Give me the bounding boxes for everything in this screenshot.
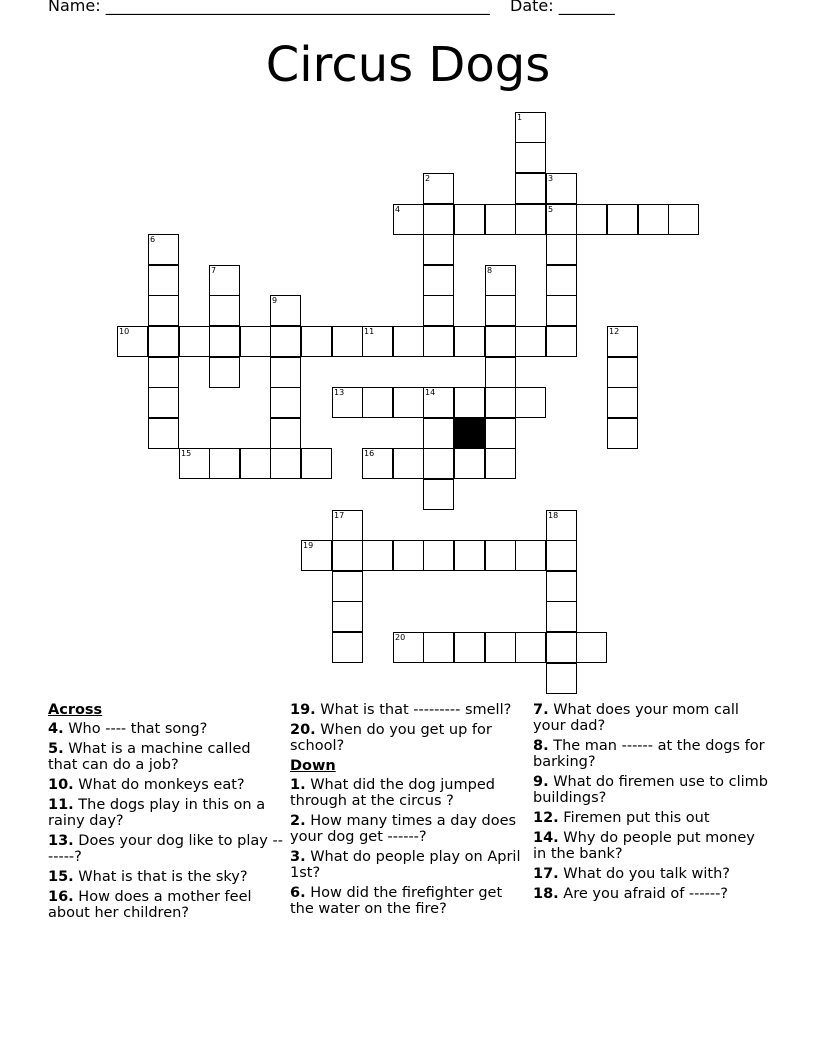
clue-text: Does your dog like to play -------?	[48, 833, 283, 865]
clue-text: Why do people put money in the bank?	[533, 830, 755, 862]
clue-text: Firemen put this out	[558, 810, 710, 826]
grid-cell[interactable]	[148, 326, 179, 357]
grid-cell[interactable]	[148, 387, 179, 418]
clue-text: What do people play on April 1st?	[290, 849, 521, 881]
grid-cell[interactable]	[209, 265, 240, 296]
clue-text: What do firemen use to climb buildings?	[533, 774, 768, 806]
grid-cell[interactable]	[362, 326, 393, 357]
clue-number: 3.	[290, 849, 306, 865]
grid-cell[interactable]	[485, 540, 516, 571]
grid-cell[interactable]	[485, 448, 516, 479]
grid-cell[interactable]	[423, 326, 454, 357]
clue-column-1	[48, 702, 284, 925]
grid-cell[interactable]	[423, 448, 454, 479]
grid-cell[interactable]	[301, 326, 332, 357]
grid-cell[interactable]	[148, 295, 179, 326]
grid-cell[interactable]	[270, 295, 301, 326]
grid-cell[interactable]	[423, 265, 454, 296]
down-clue	[533, 738, 769, 770]
grid-cell[interactable]	[148, 234, 179, 265]
clue-text: What do you talk with?	[558, 866, 731, 882]
grid-cell[interactable]	[485, 204, 516, 235]
down-clue	[533, 830, 769, 862]
grid-cell[interactable]	[576, 632, 607, 663]
grid-cell[interactable]	[485, 418, 516, 449]
clue-number: 19	[303, 541, 314, 550]
clue-number: 8	[487, 266, 493, 275]
clue-text: What is that --------- smell?	[315, 702, 512, 718]
clue-number: 7	[211, 266, 217, 275]
clue-text: Who ---- that song?	[63, 721, 208, 737]
grid-cell[interactable]	[179, 448, 210, 479]
down-clue	[533, 810, 769, 826]
grid-cell[interactable]	[546, 540, 577, 571]
grid-cell[interactable]	[546, 510, 577, 541]
clue-number: 13.	[48, 833, 74, 849]
clue-number: 14	[425, 388, 436, 397]
grid-cell[interactable]	[179, 326, 210, 357]
clue-number: 6.	[290, 885, 306, 901]
grid-cell[interactable]	[515, 204, 546, 235]
across-clue	[48, 833, 284, 865]
grid-cell[interactable]	[332, 601, 363, 632]
clue-number: 10	[119, 327, 130, 336]
grid-cell[interactable]	[332, 540, 363, 571]
clue-number: 11	[364, 327, 375, 336]
across-clue	[48, 741, 284, 773]
grid-cell[interactable]	[607, 387, 638, 418]
clue-number: 15.	[48, 869, 74, 885]
grid-cell[interactable]	[301, 448, 332, 479]
grid-cell[interactable]	[270, 418, 301, 449]
down-clue	[533, 886, 769, 902]
clue-number: 17.	[533, 866, 559, 882]
across-clue	[290, 702, 526, 718]
grid-cell[interactable]	[454, 540, 485, 571]
clue-number: 16.	[48, 889, 74, 905]
grid-cell[interactable]	[423, 540, 454, 571]
grid-cell[interactable]	[607, 418, 638, 449]
grid-cell[interactable]	[546, 601, 577, 632]
grid-cell[interactable]	[546, 663, 577, 694]
grid-cell[interactable]	[485, 357, 516, 388]
grid-cell[interactable]	[546, 326, 577, 357]
clue-number: 5.	[48, 741, 64, 757]
grid-cell[interactable]	[546, 204, 577, 235]
grid-cell[interactable]	[546, 234, 577, 265]
grid-cell[interactable]	[240, 448, 271, 479]
name-blank: ________________________________________________	[105, 0, 490, 15]
across-clue	[290, 722, 526, 754]
clue-number: 9	[272, 296, 278, 305]
name-label: Name:	[48, 0, 101, 15]
grid-cell[interactable]	[148, 418, 179, 449]
clue-text: How does a mother feel about her children?	[48, 889, 252, 921]
grid-cell[interactable]	[393, 204, 424, 235]
across-clue	[48, 869, 284, 885]
clue-text: What did the dog jumped through at the circus ?	[290, 777, 495, 809]
grid-cell[interactable]	[423, 295, 454, 326]
grid-cell[interactable]	[393, 632, 424, 663]
grid-cell[interactable]	[607, 357, 638, 388]
grid-cell[interactable]	[301, 540, 332, 571]
grid-cell[interactable]	[423, 418, 454, 449]
clue-text: What is that is the sky?	[73, 869, 248, 885]
grid-cell[interactable]	[485, 387, 516, 418]
grid-cell[interactable]	[485, 326, 516, 357]
down-clue	[533, 774, 769, 806]
clue-number: 6	[150, 235, 156, 244]
grid-cell[interactable]	[332, 571, 363, 602]
grid-cell[interactable]	[546, 173, 577, 204]
grid-cell[interactable]	[332, 632, 363, 663]
grid-cell[interactable]	[546, 632, 577, 663]
grid-cell[interactable]	[209, 357, 240, 388]
grid-cell[interactable]	[423, 234, 454, 265]
grid-cell[interactable]	[117, 326, 148, 357]
clue-number: 1	[517, 113, 523, 122]
grid-cell[interactable]	[332, 510, 363, 541]
grid-cell[interactable]	[423, 173, 454, 204]
clue-number: 2	[425, 174, 431, 183]
grid-cell[interactable]	[423, 387, 454, 418]
grid-cell[interactable]	[393, 326, 424, 357]
grid-cell[interactable]	[454, 632, 485, 663]
grid-cell[interactable]	[546, 295, 577, 326]
clue-number: 3	[548, 174, 554, 183]
grid-cell[interactable]	[362, 540, 393, 571]
clue-number: 20	[395, 633, 406, 642]
clue-number: 14.	[533, 830, 559, 846]
clue-text: What do monkeys eat?	[73, 777, 245, 793]
down-heading: Down	[290, 758, 336, 774]
clue-column-2	[290, 702, 526, 921]
clue-number: 5	[548, 205, 554, 214]
grid-cell[interactable]	[362, 448, 393, 479]
grid-cell[interactable]	[393, 448, 424, 479]
clue-number: 12.	[533, 810, 559, 826]
grid-cell[interactable]	[393, 540, 424, 571]
clue-column-3	[533, 702, 769, 906]
grid-cell[interactable]	[209, 326, 240, 357]
black-cell	[454, 418, 485, 449]
clue-text: The dogs play in this on a rainy day?	[48, 797, 266, 829]
down-clue	[290, 813, 526, 845]
grid-cell[interactable]	[423, 204, 454, 235]
grid-cell[interactable]	[546, 571, 577, 602]
grid-cell[interactable]	[362, 387, 393, 418]
page-title: Circus Dogs	[265, 37, 551, 93]
grid-cell[interactable]	[148, 357, 179, 388]
clue-text: How many times a day does your dog get ------?	[290, 813, 517, 845]
grid-cell[interactable]	[485, 295, 516, 326]
grid-cell[interactable]	[209, 448, 240, 479]
down-clue	[533, 702, 769, 734]
grid-cell[interactable]	[454, 387, 485, 418]
across-heading: Across	[48, 702, 103, 718]
grid-cell[interactable]	[638, 204, 669, 235]
grid-cell[interactable]	[485, 632, 516, 663]
grid-cell[interactable]	[515, 326, 546, 357]
grid-cell[interactable]	[576, 204, 607, 235]
grid-cell[interactable]	[393, 387, 424, 418]
clue-text: How did the firefighter get the water on the fire?	[290, 885, 503, 917]
clue-number: 4	[395, 205, 401, 214]
across-clue	[48, 889, 284, 921]
clue-text: The man ------ at the dogs for barking?	[533, 738, 765, 770]
grid-cell[interactable]	[454, 326, 485, 357]
across-clue	[48, 797, 284, 829]
date-label: Date:	[510, 0, 554, 15]
date-blank: _______	[558, 0, 615, 15]
down-clue	[533, 866, 769, 882]
across-clue	[48, 777, 284, 793]
clue-number: 9.	[533, 774, 549, 790]
clue-number: 18	[548, 511, 559, 520]
grid-cell[interactable]	[546, 265, 577, 296]
grid-cell[interactable]	[270, 357, 301, 388]
clue-number: 1.	[290, 777, 306, 793]
grid-cell[interactable]	[240, 326, 271, 357]
clue-number: 15	[181, 449, 192, 458]
grid-cell[interactable]	[332, 387, 363, 418]
grid-cell[interactable]	[515, 142, 546, 173]
grid-cell[interactable]	[209, 295, 240, 326]
clue-number: 17	[334, 511, 345, 520]
clue-text: Are you afraid of ------?	[558, 886, 728, 902]
grid-cell[interactable]	[515, 540, 546, 571]
across-clue	[48, 721, 284, 737]
grid-cell[interactable]	[454, 204, 485, 235]
grid-cell[interactable]	[515, 173, 546, 204]
clue-number: 11.	[48, 797, 74, 813]
clue-number: 20.	[290, 722, 316, 738]
clue-number: 7.	[533, 702, 549, 718]
grid-cell[interactable]	[515, 387, 546, 418]
clue-number: 4.	[48, 721, 64, 737]
clue-text: What is a machine called that can do a job?	[48, 741, 251, 773]
down-clue	[290, 849, 526, 881]
clue-number: 16	[364, 449, 375, 458]
grid-cell[interactable]	[607, 204, 638, 235]
grid-cell[interactable]	[607, 326, 638, 357]
down-clue	[290, 777, 526, 809]
clue-number: 18.	[533, 886, 559, 902]
grid-cell[interactable]	[270, 387, 301, 418]
clue-number: 12	[609, 327, 620, 336]
grid-cell[interactable]	[270, 448, 301, 479]
clue-number: 2.	[290, 813, 306, 829]
down-clue	[290, 885, 526, 917]
grid-cell[interactable]	[148, 265, 179, 296]
grid-cell[interactable]	[423, 479, 454, 510]
grid-cell[interactable]	[454, 448, 485, 479]
clue-number: 13	[334, 388, 345, 397]
grid-cell[interactable]	[332, 326, 363, 357]
grid-cell[interactable]	[515, 112, 546, 143]
clue-text: When do you get up for school?	[290, 722, 492, 754]
grid-cell[interactable]	[515, 632, 546, 663]
grid-cell[interactable]	[485, 265, 516, 296]
grid-cell[interactable]	[668, 204, 699, 235]
clue-text: What does your mom call your dad?	[533, 702, 739, 734]
clue-number: 8.	[533, 738, 549, 754]
clue-number: 10.	[48, 777, 74, 793]
grid-cell[interactable]	[270, 326, 301, 357]
grid-cell[interactable]	[423, 632, 454, 663]
clue-number: 19.	[290, 702, 316, 718]
